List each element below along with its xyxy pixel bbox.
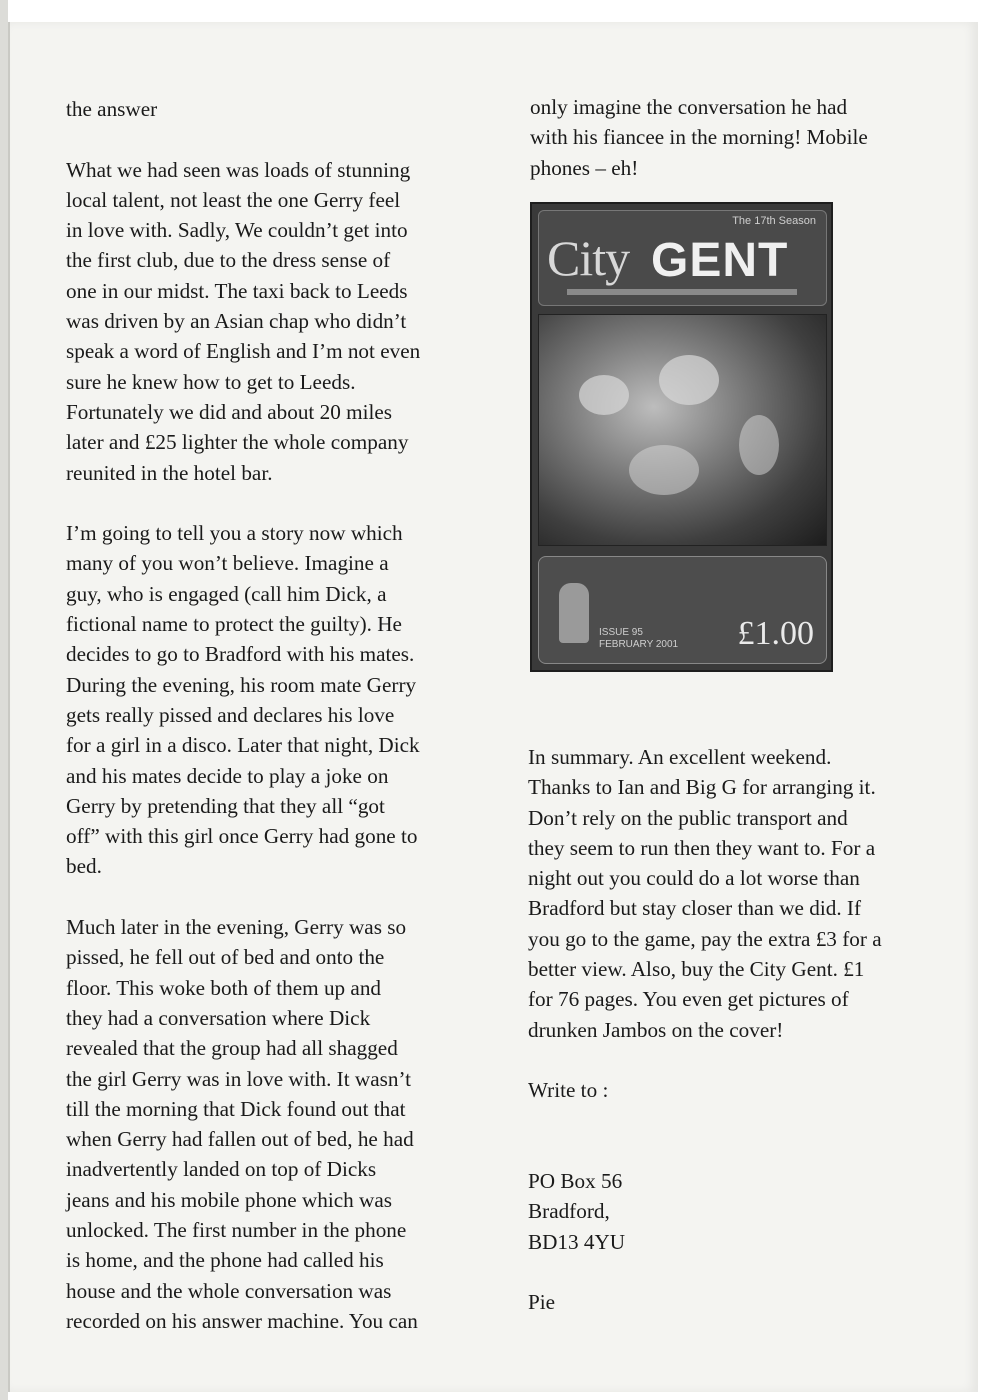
text-line: inadvertently landed on top of Dicks <box>66 1157 377 1182</box>
page-binding <box>0 0 8 1400</box>
text-line: the answer <box>66 97 158 121</box>
paragraph-break <box>66 124 516 154</box>
cover-season-text: The 17th Season <box>732 215 816 227</box>
text-line: the girl Gerry was in love with. It wasn’t <box>66 1066 412 1091</box>
text-line: BD13 4YU <box>528 1229 626 1254</box>
text-line: Thanks to Ian and Big G for arranging it. <box>528 775 876 800</box>
text-line: better view. Also, buy the City Gent. £1 <box>528 957 865 982</box>
text-line: was driven by an Asian chap who didn’t <box>66 309 407 334</box>
text-line: Bradford, <box>528 1199 610 1224</box>
text-line: guy, who is engaged (call him Dick, a <box>66 581 387 606</box>
text-line: house and the whole conversation was <box>66 1278 392 1303</box>
text-line: for a girl in a disco. Later that night, Dick <box>66 733 420 758</box>
paragraph-break <box>66 488 516 518</box>
text-line: What we had seen was loads of stunning <box>66 157 411 182</box>
text-line: reunited in the hotel bar. <box>66 460 273 485</box>
paragraph-break <box>528 1257 958 1287</box>
text-line: till the morning that Dick found out that <box>66 1096 406 1121</box>
text-line: with his fiancee in the morning! Mobile <box>530 125 868 150</box>
text-line: In summary. An excellent weekend. <box>528 745 832 769</box>
text-line: speak a word of English and I’m not even <box>66 339 421 364</box>
text-line: bed. <box>66 854 102 879</box>
text-line: phones – eh! <box>530 155 639 180</box>
text-line: drunken Jambos on the cover! <box>528 1017 784 1042</box>
text-line: jeans and his mobile phone which was <box>66 1187 392 1212</box>
text-line: decides to go to Bradford with his mates. <box>66 642 415 667</box>
text-line: Don’t rely on the public transport and <box>528 805 848 830</box>
text-line: later and £25 lighter the whole company <box>66 430 409 455</box>
text-line: is home, and the phone had called his <box>66 1248 384 1273</box>
text-line: Bradford but stay closer than we did. If <box>528 896 862 921</box>
text-line: gets really pissed and declares his love <box>66 702 395 727</box>
cover-masthead <box>538 210 827 306</box>
text-line: local talent, not least the one Gerry feel <box>66 187 401 212</box>
cover-title-city: City <box>547 230 630 286</box>
text-line: Much later in the evening, Gerry was so <box>66 915 407 940</box>
city-gent-cover-image <box>530 202 833 672</box>
text-line: one in our midst. The taxi back to Leeds <box>66 278 408 303</box>
text-line: and his mates decide to play a joke on <box>66 763 389 788</box>
text-line: Fortunately we did and about 20 miles <box>66 399 392 424</box>
cover-tagline-bar <box>567 289 797 295</box>
paragraph-break <box>528 1106 958 1136</box>
text-line: you go to the game, pay the extra £3 for a <box>528 926 882 951</box>
text-line: for 76 pages. You even get pictures of <box>528 987 849 1012</box>
text-line: Gerry by pretending that they all “got <box>66 793 385 818</box>
cover-footer-figure <box>559 583 589 643</box>
cover-photo-highlight <box>659 355 719 405</box>
paragraph-break <box>528 1136 958 1166</box>
text-line: off” with this girl once Gerry had gone to <box>66 824 418 849</box>
left-column <box>66 94 516 1336</box>
cover-footer-panel <box>538 556 827 664</box>
cover-footer-text-block <box>599 573 739 613</box>
cover-issue-text: ISSUE 95 FEBRUARY 2001 <box>599 627 679 650</box>
text-line: Write to : <box>528 1078 609 1103</box>
cover-photo-highlight <box>739 415 779 475</box>
text-line: many of you won’t believe. Imagine a <box>66 551 389 576</box>
text-line: they seem to run then they want to. For a <box>528 835 876 860</box>
text-line: the first club, due to the dress sense of <box>66 248 391 273</box>
text-line: unlocked. The first number in the phone <box>66 1217 407 1242</box>
text-line: PO Box 56 <box>528 1169 623 1194</box>
cover-photo <box>538 314 827 546</box>
text-line: Pie <box>528 1290 556 1315</box>
cover-photo-highlight <box>579 375 629 415</box>
text-line: in love with. Sadly, We couldn’t get into <box>66 218 408 243</box>
text-line: pissed, he fell out of bed and onto the <box>66 945 385 970</box>
paragraph-break <box>528 1045 958 1075</box>
cover-photo-highlight <box>629 445 699 495</box>
text-line: only imagine the conversation he had <box>530 95 848 119</box>
cover-price: £1.00 <box>737 615 814 652</box>
text-line: night out you could do a lot worse than <box>528 866 860 891</box>
text-line: when Gerry had fallen out of bed, he had <box>66 1127 414 1152</box>
text-line: sure he knew how to get to Leeds. <box>66 369 356 394</box>
cover-title-gent: GENT <box>651 234 789 287</box>
text-line: During the evening, his room mate Gerry <box>66 672 417 697</box>
text-line: they had a conversation where Dick <box>66 1005 371 1030</box>
right-column-top <box>530 92 950 183</box>
right-column-bottom <box>528 742 958 1318</box>
text-line: I’m going to tell you a story now which <box>66 521 403 546</box>
text-line: fictional name to protect the guilty). He <box>66 612 402 637</box>
text-line: revealed that the group had all shagged <box>66 1036 398 1061</box>
paragraph-break <box>66 882 516 912</box>
text-line: recorded on his answer machine. You can <box>66 1308 418 1333</box>
text-line: floor. This woke both of them up and <box>66 975 382 1000</box>
